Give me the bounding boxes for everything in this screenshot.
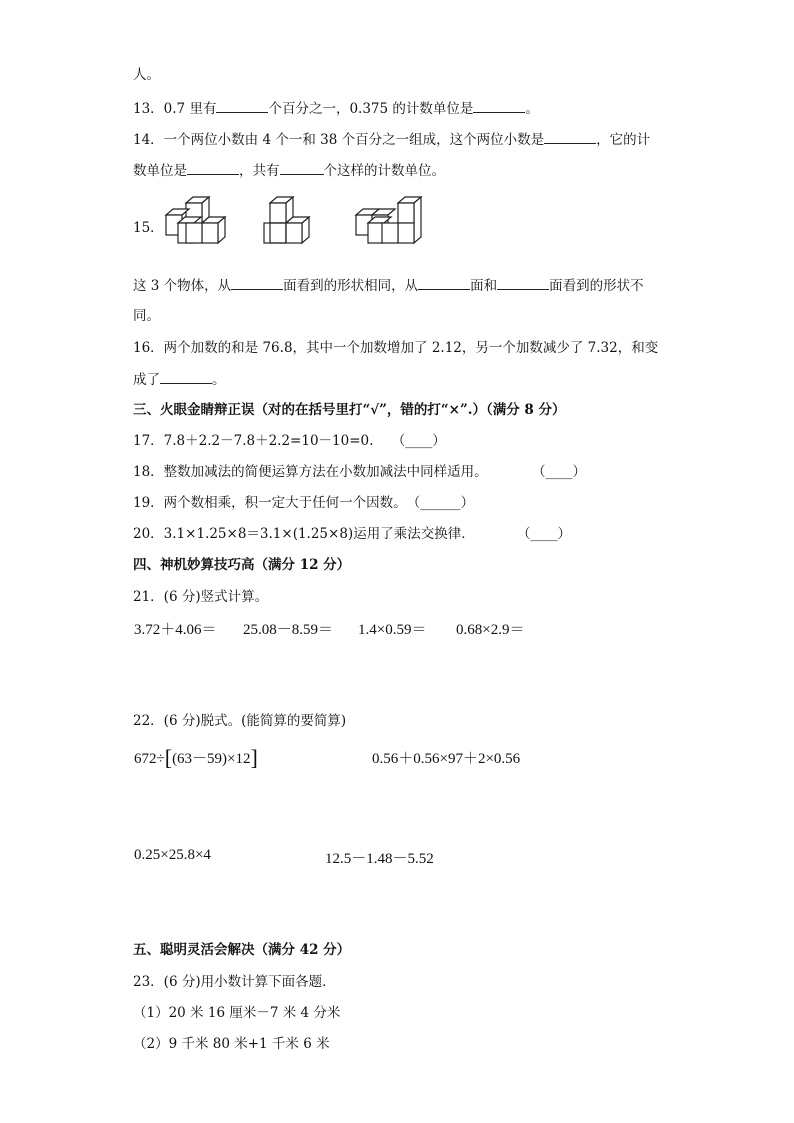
cube-figure-3 — [352, 193, 432, 255]
q15-number: 15． — [133, 220, 164, 236]
cube-figure-2 — [258, 193, 330, 255]
q14-text-a: 14．一个两位小数由 4 个一和 38 个百分之一组成，这个两位小数是 — [133, 132, 545, 148]
q14-blank-1[interactable] — [544, 130, 596, 144]
q15-text-d: 面看到的形状不 — [549, 278, 644, 294]
expr-1 — [134, 745, 258, 771]
expr-4: 12.5－1.48－5.52 — [325, 851, 434, 867]
q16-text-c: 。 — [212, 372, 226, 388]
calc-4: 0.68×2.9＝ — [456, 622, 525, 638]
q14-blank-2[interactable] — [187, 161, 239, 175]
q13-text-b: 个百分之一，0.375 的计数单位是 — [268, 101, 474, 117]
q15-text-c: 面和 — [470, 278, 498, 294]
section-4-heading: 四、神机妙算技巧高（满分 12 分） — [133, 557, 351, 573]
calc-1: 3.72＋4.06＝ — [134, 622, 217, 638]
q23: 23．(6 分)用小数计算下面各题． — [133, 974, 336, 990]
q15-text-a: 这 3 个物体，从 — [133, 278, 232, 294]
q20-text: 20．3.1×1.25×8＝3.1×(1.25×8)运用了乘法交换律． — [133, 526, 475, 542]
q20 — [133, 525, 571, 543]
q13-text-c: 。 — [525, 101, 539, 117]
q14-blank-3[interactable] — [280, 161, 324, 175]
q14-text-e: 个这样的计数单位。 — [323, 163, 445, 179]
expr-2: 0.56＋0.56×97＋2×0.56 — [372, 751, 521, 767]
q19-text: 19．两个数相乘，积一定大于任何一个因数。 — [133, 495, 407, 511]
expr-1-prefix: 672÷ — [134, 751, 165, 767]
q16-line-1: 16．两个加数的和是 76.8，其中一个加数增加了 2.12，另一个加数减少了 7.32，和变 — [133, 340, 659, 356]
q13-text-a: 13．0.7 里有 — [133, 101, 217, 117]
q15-line-2: 同。 — [133, 308, 160, 324]
q18 — [133, 463, 586, 481]
q14-line-1 — [133, 130, 650, 149]
q23-part-2: （2）9 千米 80 米+1 千米 6 米 — [133, 1036, 330, 1052]
left-bracket: [ — [164, 745, 173, 770]
q17-answer-box[interactable]: （____） — [391, 433, 446, 449]
q17-text: 17．7.8＋2.2－7.8＋2.2=10－10=0. — [133, 433, 374, 449]
section-3-heading: 三、火眼金睛辩正误（对的在括号里打“√”，错的打“×”.）（满分 8 分） — [133, 402, 566, 418]
q16-line-2 — [133, 370, 226, 389]
q15-blank-3[interactable] — [497, 276, 549, 290]
calc-3: 1.4×0.59＝ — [358, 622, 427, 638]
q20-answer-box[interactable]: （____） — [517, 526, 571, 542]
q13-blank-2[interactable] — [473, 99, 525, 113]
q15-blank-1[interactable] — [231, 276, 283, 290]
q18-answer-box[interactable]: （____） — [531, 464, 586, 480]
q13 — [133, 99, 539, 118]
q13-blank-1[interactable] — [216, 99, 268, 113]
q15-blank-2[interactable] — [418, 276, 470, 290]
q21: 21．(6 分)竖式计算。 — [133, 589, 269, 605]
q23-part-1: （1）20 米 16 厘米－7 米 4 分米 — [133, 1005, 341, 1021]
q16-blank[interactable] — [160, 370, 212, 384]
q12-tail: 人。 — [133, 67, 160, 83]
q14-line-2 — [133, 161, 445, 180]
expr-3: 0.25×25.8×4 — [134, 847, 211, 863]
expr-1-inner: (63－59)×12 — [172, 751, 251, 767]
q19-answer-box[interactable]: （______） — [406, 495, 475, 511]
q14-text-b: ，它的计 — [596, 132, 651, 148]
q16-text-b: 成了 — [133, 372, 160, 388]
q18-text: 18．整数加减法的简便运算方法在小数加减法中同样适用。 — [133, 464, 488, 480]
calc-2: 25.08－8.59＝ — [243, 622, 334, 638]
q17 — [133, 432, 446, 450]
q15-text-b: 面看到的形状相同，从 — [283, 278, 419, 294]
q15-line-1 — [133, 276, 644, 295]
q14-text-c: 数单位是 — [133, 163, 187, 179]
cube-figure-1 — [160, 193, 240, 255]
q14-text-d: ，共有 — [239, 163, 280, 179]
right-bracket: ] — [250, 745, 258, 770]
section-5-heading: 五、聪明灵活会解决（满分 42 分） — [133, 942, 351, 958]
q19 — [133, 494, 474, 512]
q22: 22．(6 分)脱式。(能简算的要简算) — [133, 713, 347, 729]
